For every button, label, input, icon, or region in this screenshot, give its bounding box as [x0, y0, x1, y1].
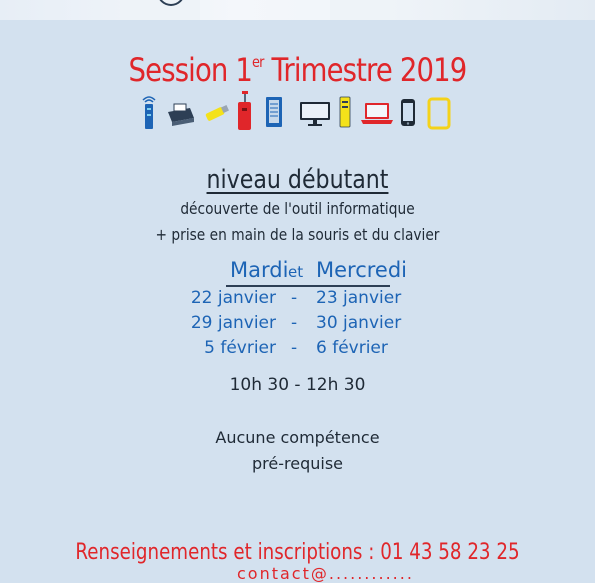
hard-drive-icon [264, 96, 286, 128]
usb-key-icon [204, 104, 230, 124]
date-row: 22 janvier - 23 janvier [190, 288, 402, 308]
requirement-line-1: Aucune compétence [215, 428, 380, 447]
page-title: Session 1er Trimestre 2019 [128, 51, 467, 89]
description-line-2: + prise en main de la souris et du clavier [155, 225, 440, 244]
laptop-icon [360, 102, 394, 126]
days-header [224, 258, 408, 286]
device-icons [138, 90, 456, 134]
printer-icon [164, 102, 196, 128]
tower-icon [338, 96, 352, 128]
header-banner [0, 0, 595, 20]
description-line-1: découverte de l'outil informatique [180, 199, 415, 218]
date-row: 29 janvier - 30 janvier [190, 313, 402, 333]
wifi-router-icon [140, 94, 158, 130]
day-tuesday: Mardi [230, 258, 289, 282]
tablet-icon [428, 98, 452, 130]
session-hours: 10h 30 - 12h 30 [229, 375, 366, 395]
cropped-text-fragment: contact@............ [237, 564, 414, 583]
day-wednesday: Mercredi [316, 258, 408, 282]
day-connector: et [288, 263, 304, 281]
requirement-line-2: pré-requise [252, 454, 343, 473]
level-heading: niveau débutant [206, 165, 389, 195]
contact-info: Renseignements et inscriptions : 01 43 58 23 25 [75, 540, 520, 565]
days-underline [226, 285, 390, 287]
date-row: 5 février - 6 février [204, 338, 388, 358]
smartphone-icon [400, 98, 416, 128]
monitor-icon [298, 100, 332, 128]
external-drive-icon [236, 90, 252, 132]
